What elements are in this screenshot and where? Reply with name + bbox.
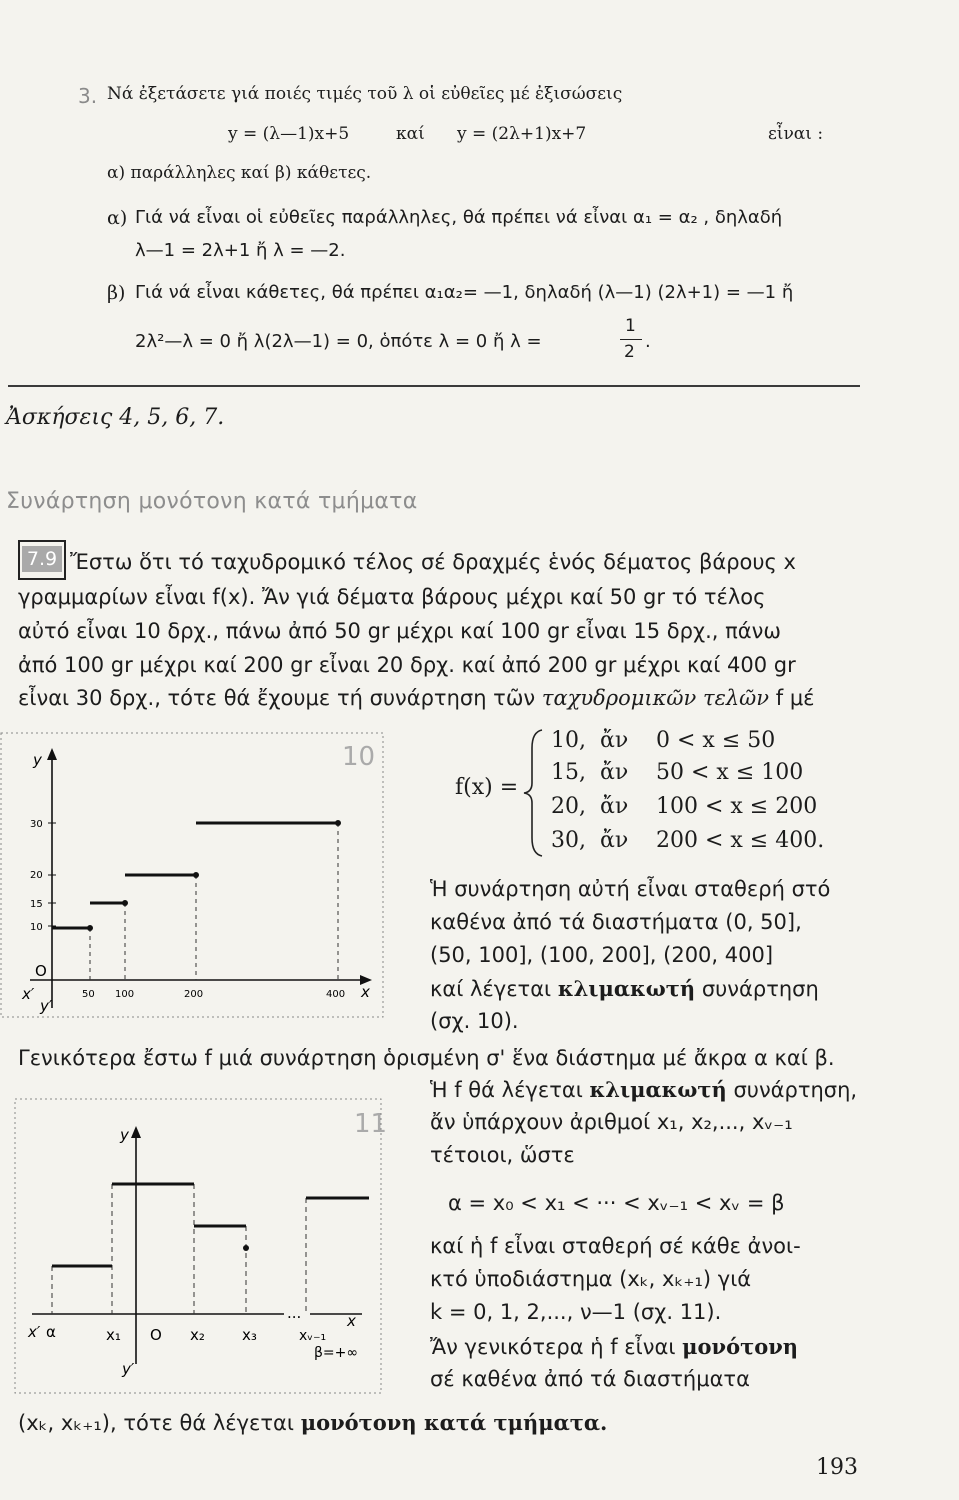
paragraph-badge-label: 7.9 bbox=[22, 546, 62, 572]
fig11-x2: x₂ bbox=[190, 1326, 205, 1344]
right1-line4-a: καί λέγεται bbox=[430, 977, 552, 1001]
piecewise-value: 20, bbox=[551, 794, 586, 819]
right2-line1-a: Ἡ f θά λέγεται bbox=[430, 1078, 583, 1102]
right2-line7: k = 0, 1, 2,..., ν—1 (σχ. 11). bbox=[430, 1300, 722, 1324]
piecewise-value: 10, bbox=[551, 728, 586, 753]
para-line3: αὐτό εἶναι 10 δρχ., πάνω ἀπό 50 gr μέχρι καί 100 gr εἶναι 15 δρχ., πάνω bbox=[18, 619, 781, 643]
fig11-y-arrow bbox=[131, 1126, 141, 1138]
last-line-a: (xₖ, xₖ₊₁), τότε θά λέγεται bbox=[18, 1411, 295, 1435]
fraction-numerator: 1 bbox=[625, 316, 636, 336]
equation-2: y = (2λ+1)x+7 bbox=[457, 124, 587, 144]
solution-a-line1: Γιά νά εἶναι οἱ εὐθεῖες παράλληλες, θά πρέπει νά εἶναι α₁ = α₂ , δηλαδή bbox=[135, 207, 783, 228]
piecewise-value: 15, bbox=[551, 760, 586, 785]
fig10-y-arrow bbox=[47, 748, 57, 760]
figure-11-number: 11 bbox=[354, 1109, 388, 1139]
right2-line3: τέτοιοι, ὥστε bbox=[430, 1143, 575, 1167]
page-number: 193 bbox=[816, 1455, 858, 1480]
para-line5-c: f μέ bbox=[775, 686, 815, 710]
general-line: Γενικότερα ἔστω f μιά συνάρτηση ὁρισμένη σ' ἕνα διάστημα μέ ἄκρα α καί β. bbox=[18, 1046, 835, 1070]
solution-a-label: α) bbox=[107, 207, 128, 229]
section-title: Συνάρτηση μονότονη κατά τμήματα bbox=[6, 489, 418, 514]
fig10-xtick-400: 400 bbox=[326, 989, 346, 1000]
piecewise-brace bbox=[522, 728, 546, 858]
figure-10-number: 10 bbox=[342, 742, 376, 772]
piecewise-condition: 50 < x ≤ 100 bbox=[656, 760, 804, 785]
piecewise-if: ἄν bbox=[600, 794, 629, 819]
para-line5-a: εἶναι 30 δρχ., τότε θά ἔχουμε τή συνάρτηση τῶν bbox=[18, 686, 536, 710]
equation-1: y = (λ—1)x+5 bbox=[228, 124, 350, 144]
right2-line1 bbox=[430, 1077, 857, 1102]
figure-10 bbox=[0, 732, 392, 1020]
piecewise-value: 30, bbox=[551, 828, 586, 853]
right2-line1-c: συνάρτηση, bbox=[733, 1078, 858, 1102]
right2-line6: κτό ὑποδιάστημα (xₖ, xₖ₊₁) γιά bbox=[430, 1267, 752, 1291]
fig11-dots: ... bbox=[287, 1304, 302, 1322]
piecewise-condition: 200 < x ≤ 400. bbox=[656, 828, 825, 853]
fig10-ytick-20: 20 bbox=[30, 870, 43, 881]
right2-line8-a: Ἄν γενικότερα ἡ f εἶναι bbox=[430, 1335, 676, 1359]
problem-number: 3. bbox=[78, 84, 98, 108]
fig10-step-15-end bbox=[122, 900, 128, 906]
fig10-xtick-50: 50 bbox=[82, 989, 95, 1000]
figure-11 bbox=[14, 1098, 390, 1400]
paragraph-badge bbox=[18, 540, 66, 580]
piecewise-condition: 100 < x ≤ 200 bbox=[656, 794, 818, 819]
fig11-x1: x₁ bbox=[106, 1326, 121, 1344]
solution-b-label: β) bbox=[107, 282, 126, 304]
fraction-bar bbox=[620, 339, 642, 340]
right2-line5: καί ἡ f εἶναι σταθερή σέ κάθε ἀνοι- bbox=[430, 1234, 801, 1258]
fig10-origin: O bbox=[35, 962, 47, 980]
para-line2: γραμμαρίων εἶναι f(x). Ἄν γιά δέματα βάρους μέχρι καί 50 gr τό τέλος bbox=[18, 585, 766, 609]
right1-line2: καθένα ἀπό τά διαστήματα (0, 50], bbox=[430, 910, 802, 934]
right1-line4-b: κλιμακωτή bbox=[557, 976, 696, 1001]
fig11-origin: O bbox=[150, 1326, 162, 1344]
fig11-xv1: xᵥ₋₁ bbox=[299, 1328, 327, 1344]
divider bbox=[8, 385, 860, 387]
fig11-alpha: α bbox=[46, 1323, 56, 1341]
fig11-beta: β=+∞ bbox=[314, 1345, 359, 1361]
exercises-reference: Ἀσκήσεις 4, 5, 6, 7. bbox=[6, 405, 225, 430]
solution-a-line2: λ—1 = 2λ+1 ἤ λ = —2. bbox=[135, 240, 346, 261]
solution-b-line2: 2λ²—λ = 0 ἤ λ(2λ—1) = 0, ὁπότε λ = 0 ἤ λ = bbox=[135, 331, 542, 352]
fig10-xtick-200: 200 bbox=[184, 989, 204, 1000]
last-line-b: μονότονη κατά τμήματα. bbox=[300, 1410, 608, 1435]
piecewise-lhs: f(x) = bbox=[455, 775, 519, 800]
right1-line4-c: συνάρτηση bbox=[701, 977, 819, 1001]
right2-line4: α = x₀ < x₁ < ··· < xᵥ₋₁ < xᵥ = β bbox=[448, 1191, 785, 1215]
piecewise-condition: 0 < x ≤ 50 bbox=[656, 728, 776, 753]
right2-line8-b: μονότονη bbox=[682, 1334, 799, 1359]
fig10-ytick-10: 10 bbox=[30, 922, 43, 933]
right1-line3: (50, 100], (100, 200], (200, 400] bbox=[430, 943, 774, 967]
equation-and: καί bbox=[396, 124, 425, 144]
fig10-ytick-15: 15 bbox=[30, 899, 43, 910]
equation-are: εἶναι : bbox=[768, 124, 824, 144]
fraction-end: . bbox=[645, 331, 651, 352]
fig11-x-label: x bbox=[347, 1312, 356, 1330]
para-line1: Ἔστω ὅτι τό ταχυδρομικό τέλος σέ δραχμές ἑνός δέματος βάρους x bbox=[70, 550, 796, 574]
fig10-step-20-end bbox=[193, 872, 199, 878]
para-line5 bbox=[18, 686, 815, 710]
right2-line2: ἄν ὑπάρχουν ἀριθμοί x₁, x₂,..., xᵥ₋₁ bbox=[430, 1110, 793, 1134]
fig10-step-30-end bbox=[335, 820, 341, 826]
para-line5-b: ταχυδρομικῶν τελῶν bbox=[541, 686, 770, 710]
fig10-step-10-end bbox=[87, 925, 93, 931]
fig11-x-prime: x′ bbox=[28, 1323, 41, 1341]
right1-line5: (σχ. 10). bbox=[430, 1009, 519, 1033]
piecewise-if: ἄν bbox=[600, 728, 629, 753]
fig10-x-label: x bbox=[361, 983, 370, 1001]
piecewise-if: ἄν bbox=[600, 760, 629, 785]
para-line4: ἀπό 100 gr μέχρι καί 200 gr εἶναι 20 δρχ. καί ἀπό 200 gr μέχρι καί 400 gr bbox=[18, 653, 796, 677]
fig11-step-3-point bbox=[243, 1245, 249, 1251]
fig10-y-label: y bbox=[33, 751, 42, 769]
fig10-xtick-100: 100 bbox=[115, 989, 135, 1000]
right1-line4 bbox=[430, 976, 819, 1001]
right2-line1-b: κλιμακωτή bbox=[589, 1077, 727, 1102]
fig10-ytick-30: 30 bbox=[30, 819, 43, 830]
problem-parts: α) παράλληλες καί β) κάθετες. bbox=[107, 163, 372, 183]
piecewise-if: ἄν bbox=[600, 828, 629, 853]
right2-line8 bbox=[430, 1334, 798, 1359]
fig10-y-prime: y′ bbox=[40, 997, 53, 1015]
fig11-y-prime: y′ bbox=[122, 1360, 135, 1378]
last-line bbox=[18, 1410, 607, 1435]
fig11-y-label: y bbox=[120, 1126, 129, 1144]
fraction-denominator: 2 bbox=[624, 342, 635, 362]
problem-question: Νά ἐξετάσετε γιά ποιές τιμές τοῦ λ οἱ εὐθεῖες μέ ἐξισώσεις bbox=[107, 84, 623, 104]
right1-line1: Ἡ συνάρτηση αὐτή εἶναι σταθερή στό bbox=[430, 877, 831, 901]
fig10-x-prime: x′ bbox=[22, 985, 35, 1003]
right2-line9: σέ καθένα ἀπό τά διαστήματα bbox=[430, 1367, 750, 1391]
fig11-x3: x₃ bbox=[242, 1326, 257, 1344]
solution-b-line1: Γιά νά εἶναι κάθετες, θά πρέπει α₁α₂= —1, δηλαδή (λ—1) (2λ+1) = —1 ἤ bbox=[135, 282, 794, 303]
